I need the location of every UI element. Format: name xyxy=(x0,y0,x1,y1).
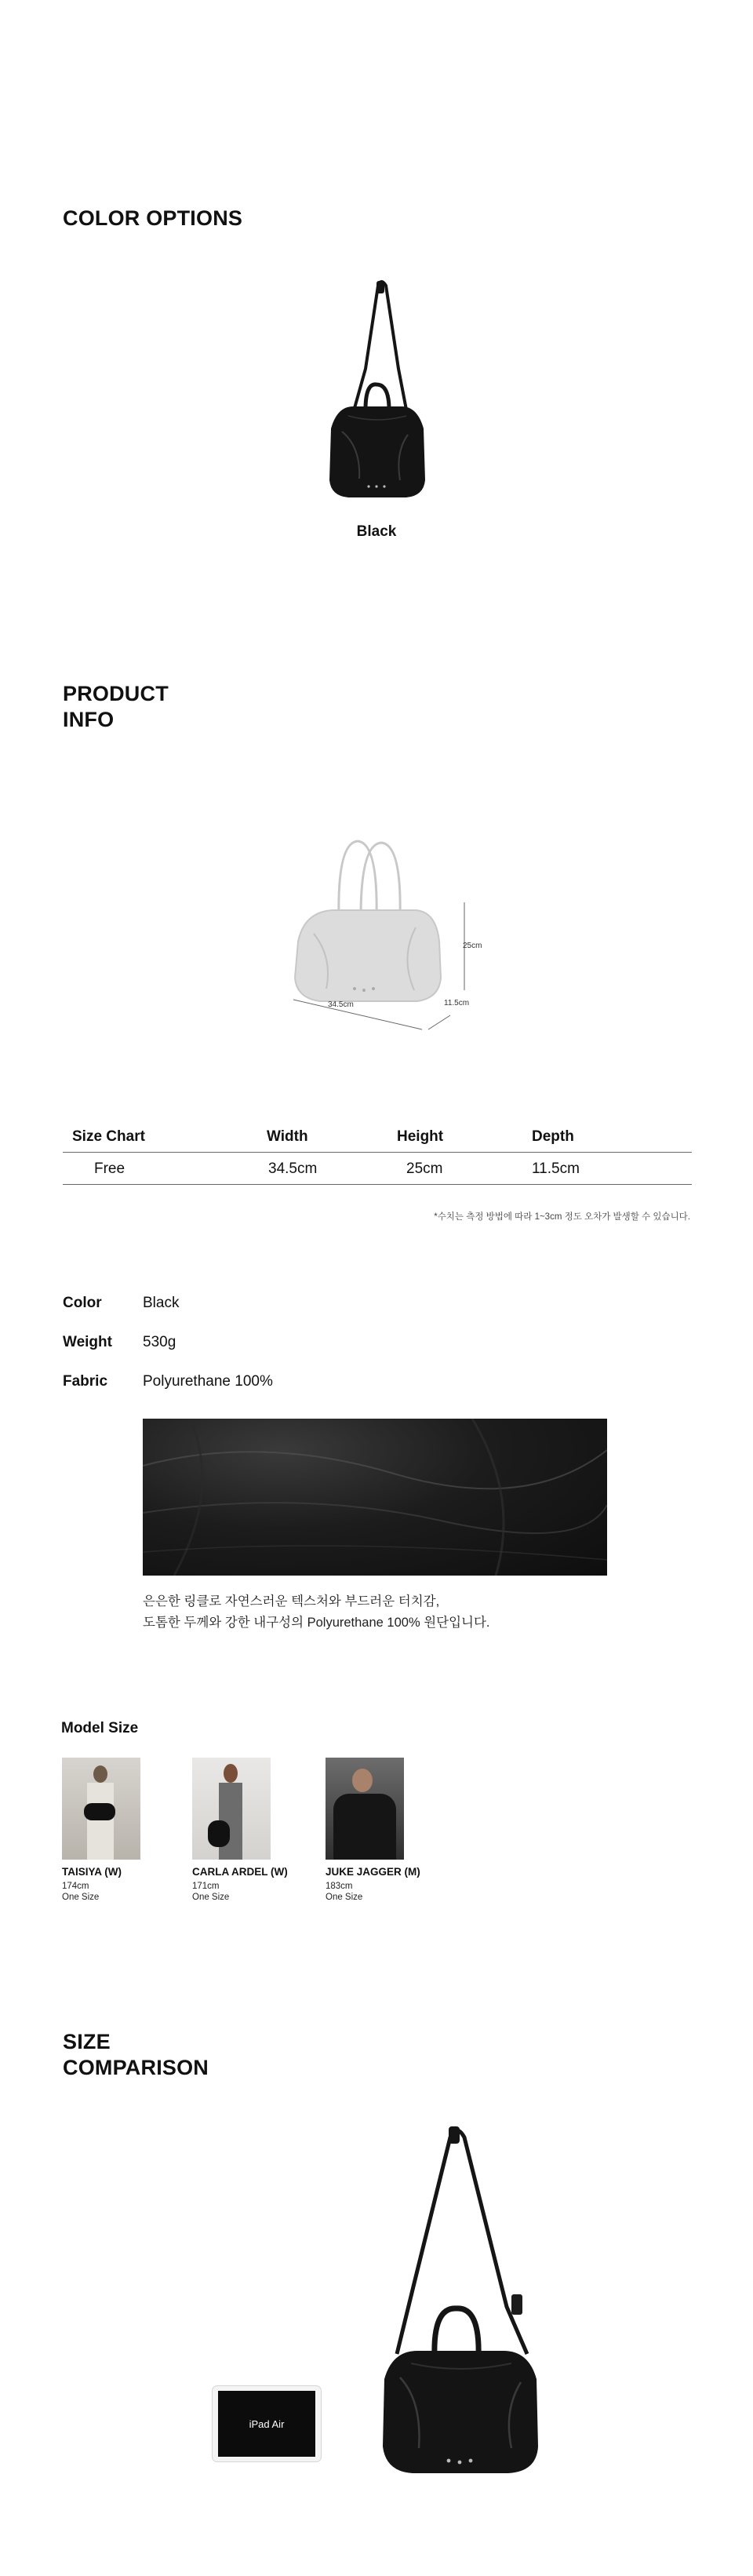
model-name: TAISIYA (W) xyxy=(62,1866,122,1878)
model-size: One Size xyxy=(62,1893,100,1902)
model-height: 171cm xyxy=(192,1882,220,1891)
spec-key: Color xyxy=(63,1295,102,1311)
swatch-label-black: Black xyxy=(356,523,397,540)
model-name: JUKE JAGGER (M) xyxy=(326,1866,420,1878)
model-photo xyxy=(62,1758,140,1860)
model-card-juke[interactable] xyxy=(326,1758,420,1903)
product-info-title xyxy=(63,681,169,733)
size-chart-note: *수치는 측정 방법에 따라 1~3cm 정도 오차가 발생할 수 있습니다. xyxy=(434,1212,690,1222)
size-chart-cell: Free xyxy=(94,1160,126,1177)
size-chart xyxy=(63,1128,692,1185)
size-chart-header-height: Height xyxy=(397,1128,444,1145)
spec-row-weight xyxy=(63,1334,533,1373)
color-swatch-black-image[interactable] xyxy=(314,275,439,510)
spec-row-color xyxy=(63,1295,533,1334)
model-photo xyxy=(326,1758,404,1860)
spec-list xyxy=(63,1295,533,1412)
model-height: 174cm xyxy=(62,1882,89,1891)
size-chart-table xyxy=(63,1128,692,1185)
bag-size-comparison-image xyxy=(373,2119,546,2479)
spec-key: Fabric xyxy=(63,1373,108,1390)
product-info-title-line2: INFO xyxy=(63,708,115,731)
spec-row-fabric xyxy=(63,1373,533,1412)
model-size: One Size xyxy=(192,1893,230,1902)
ipad-screen: iPad Air xyxy=(218,2391,315,2457)
ipad-air-reference xyxy=(212,2385,322,2462)
model-card-carla[interactable] xyxy=(192,1758,288,1903)
fabric-description xyxy=(143,1591,490,1634)
fabric-description-line2: 도톰한 두께와 강한 내구성의 Polyurethane 100% 원단입니다. xyxy=(143,1616,490,1630)
dimension-height-label: 25cm xyxy=(463,942,482,950)
model-name: CARLA ARDEL (W) xyxy=(192,1866,288,1878)
size-chart-header: Size Chart xyxy=(72,1128,145,1145)
dimension-width-label: 34.5cm xyxy=(328,1000,354,1009)
table-row xyxy=(63,1153,692,1185)
model-height: 183cm xyxy=(326,1882,353,1891)
spec-value: Black xyxy=(143,1295,180,1311)
size-chart-cell: 11.5cm xyxy=(532,1160,580,1177)
spec-value: Polyurethane 100% xyxy=(143,1373,273,1390)
model-size-title: Model Size xyxy=(61,1720,139,1736)
model-size: One Size xyxy=(326,1893,363,1902)
dimension-depth-label: 11.5cm xyxy=(444,999,470,1007)
color-options-title: COLOR OPTIONS xyxy=(63,206,243,230)
fabric-description-line1: 은은한 링클로 자연스러운 텍스처와 부드러운 터치감, xyxy=(143,1594,440,1609)
spec-key: Weight xyxy=(63,1334,112,1350)
size-chart-header-depth: Depth xyxy=(532,1128,574,1145)
size-chart-header-width: Width xyxy=(267,1128,308,1145)
model-photo xyxy=(192,1758,271,1860)
fabric-texture-image xyxy=(143,1419,607,1576)
dimension-diagram xyxy=(282,824,510,1036)
size-comparison-title xyxy=(63,2029,209,2081)
spec-value: 530g xyxy=(143,1334,176,1350)
size-comparison-title-line1: SIZE xyxy=(63,2030,111,2053)
product-info-title-line1: PRODUCT xyxy=(63,682,169,705)
model-card-taisiya[interactable] xyxy=(62,1758,140,1903)
size-chart-cell: 34.5cm xyxy=(268,1160,318,1177)
size-comparison-title-line2: COMPARISON xyxy=(63,2056,209,2079)
size-chart-cell: 25cm xyxy=(406,1160,443,1177)
